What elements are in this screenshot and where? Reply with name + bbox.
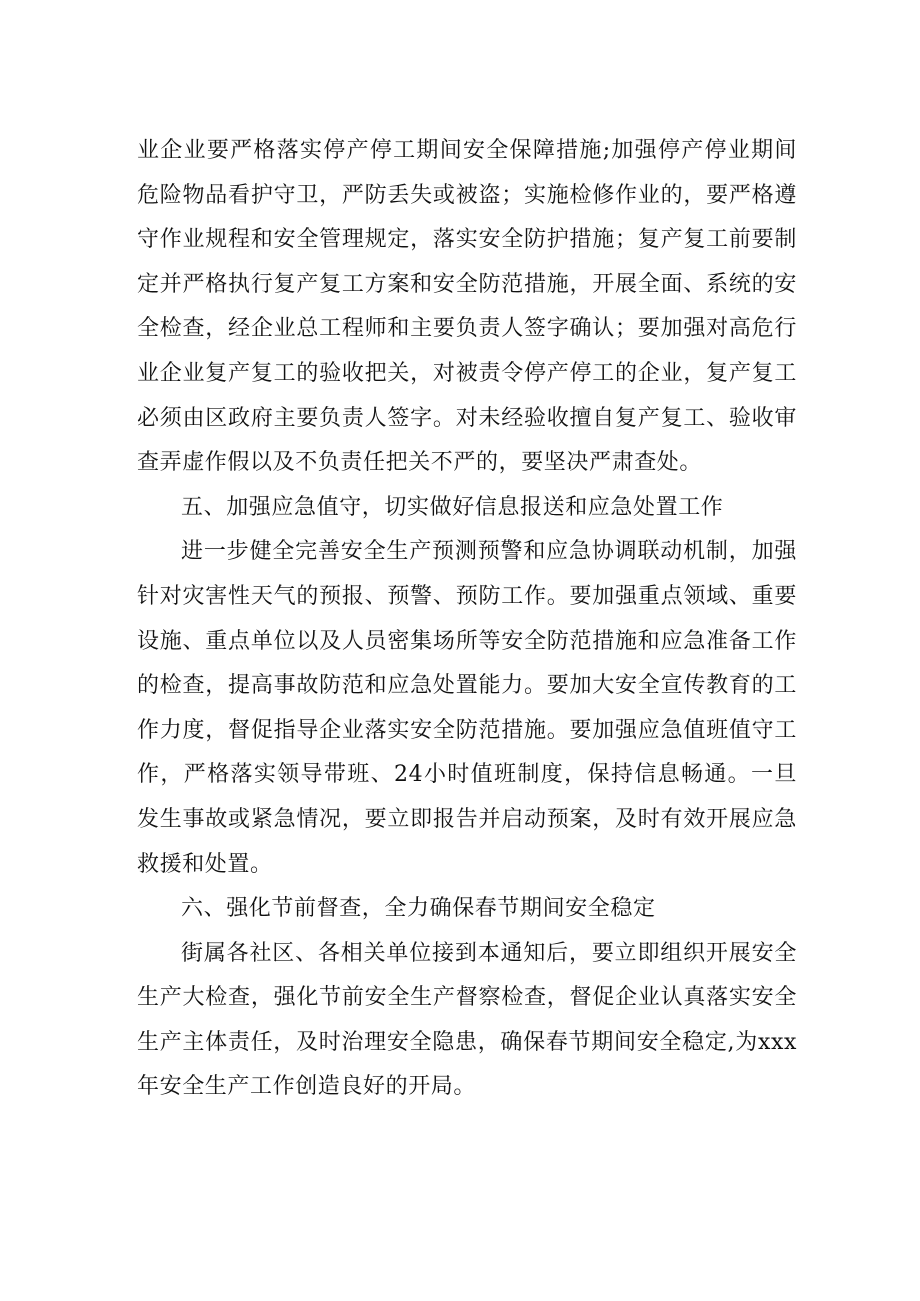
paragraph-section-5: 进一步健全完善安全生产预测预警和应急协调联动机制，加强针对灾害性天气的预报、预警、预防工作。要加强重点领域、重要设施、重点单位以及人员密集场所等安全防范措施和应急准备工作的检查，提高事故防范和应急处置能力。要加大安全宣传教育的工作力度，督促指导企业落实安全防范措施。要加强应急值班值守工作，严格落实领导带班、24小时值班制度，保持信息畅通。一旦发生事故或紧急情况，要立即报告并启动预案，及时有效开展应急救援和处置。 [137,539,797,877]
section-heading-5: 五、加强应急值守，切实做好信息报送和应急处置工作 [181,494,724,520]
section-heading-6: 六、强化节前督查，全力确保春节期间安全稳定 [181,896,656,922]
paragraph-continuation: 业企业要严格落实停产停工期间安全保障措施;加强停产停业期间危险物品看护守卫，严防丢失或被盗；实施检修作业的，要严格遵守作业规程和安全管理规定，落实安全防护措施；复产复工前要制定并严格执行复产复工方案和安全防范措施，开展全面、系统的安全检查，经企业总工程师和主要负责人签字确认；要加强对高危行业企业复产复工的验收把关，对被责令停产停工的企业，复产复工必须由区政府主要负责人签字。对未经验收擅自复产复工、验收审查弄虚作假以及不负责任把关不严的，要坚决严肃查处。 [137,138,797,476]
paragraph-section-6: 街属各社区、各相关单位接到本通知后，要立即组织开展安全生产大检查，强化节前安全生产督察检查，督促企业认真落实安全生产主体责任，及时治理安全隐患，确保春节期间安全稳定,为xxx年安全生产工作创造良好的开局。 [137,940,797,1100]
document-body [137,129,797,1110]
